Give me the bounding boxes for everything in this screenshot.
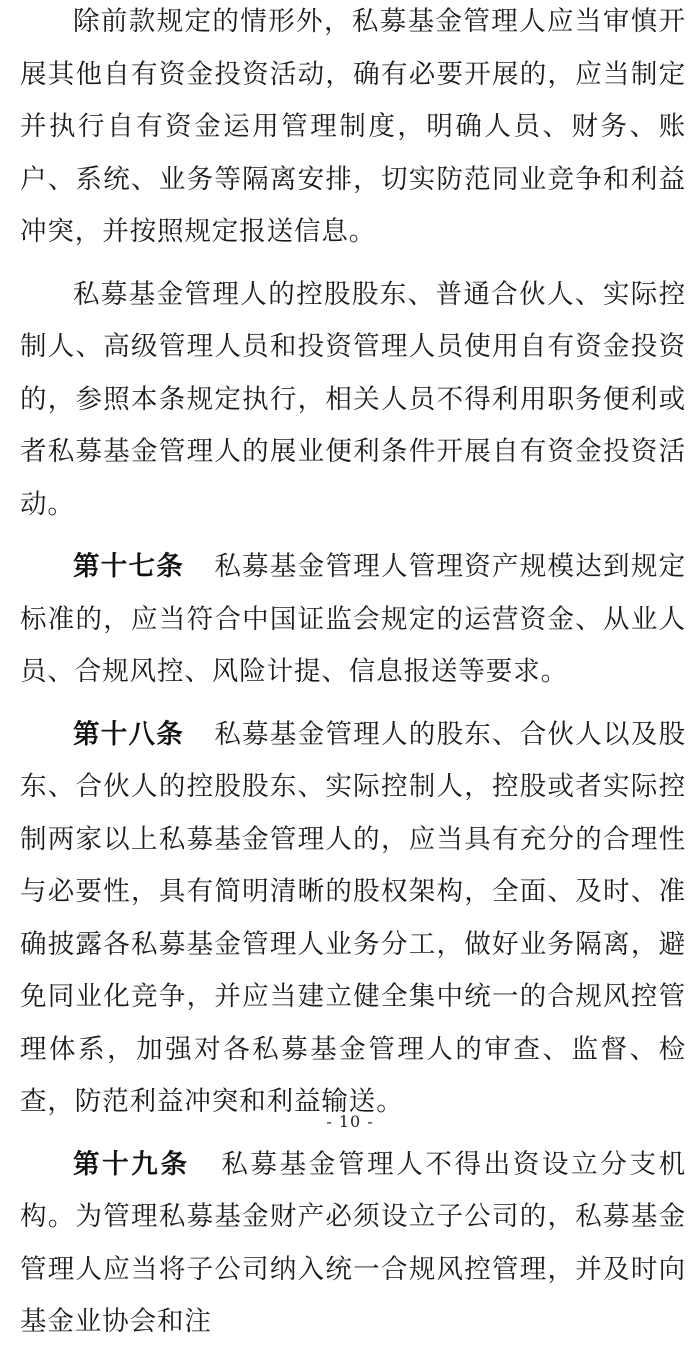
paragraph-1-text: 除前款规定的情形外，私募基金管理人应当审慎开展其他自有资金投资活动，确有必要开展的，应当制定并执行自有资金运用管理制度，明确人员、财务、账户、系统、业务等隔离安排，切实防范同业竞争和利益冲突，并按照规定报送信息。: [20, 6, 686, 247]
paragraph-2: [20, 269, 686, 532]
article-18-text: 私募基金管理人的股东、合伙人以及股东、合伙人的控股股东、实际控制人，控股或者实际控制两家以上私募基金管理人的，应当具有充分的合理性与必要性，具有简明清晰的股权架构，全面、及时、准确披露各私募基金管理人业务分工，做好业务隔离，避免同业化竞争，并应当建立健全集中统一的合规风控管理体系，加强对各私募基金管理人的审查、监督、检查，防范利益冲突和利益输送。: [20, 718, 686, 1117]
article-17-text: 私募基金管理人管理资产规模达到规定标准的，应当符合中国证监会规定的运营资金、从业人员、合规风控、风险计提、信息报送等要求。: [20, 551, 686, 687]
article-19: [20, 1139, 686, 1349]
article-18: [20, 709, 686, 1129]
paragraph-2-text: 私募基金管理人的控股股东、普通合伙人、实际控制人、高级管理人员和投资管理人员使用自有资金投资的，参照本条规定执行，相关人员不得利用职务便利或者私募基金管理人的展业便利条件开展自有资金投资活动。: [20, 278, 686, 520]
page-number: - 10 -: [326, 1112, 374, 1131]
document-body: [20, 0, 686, 1349]
article-19-number: 第十九条: [73, 1148, 190, 1180]
article-17-number: 第十七条: [73, 551, 185, 582]
article-18-number: 第十八条: [73, 718, 185, 750]
article-17: [20, 541, 686, 699]
paragraph-1: [20, 0, 686, 259]
article-19-text: 私募基金管理人不得出资设立分支机构。为管理私募基金财产必须设立子公司的，私募基金管理人应当将子公司纳入统一合规风控管理，并及时向基金业协会和注: [20, 1148, 686, 1337]
